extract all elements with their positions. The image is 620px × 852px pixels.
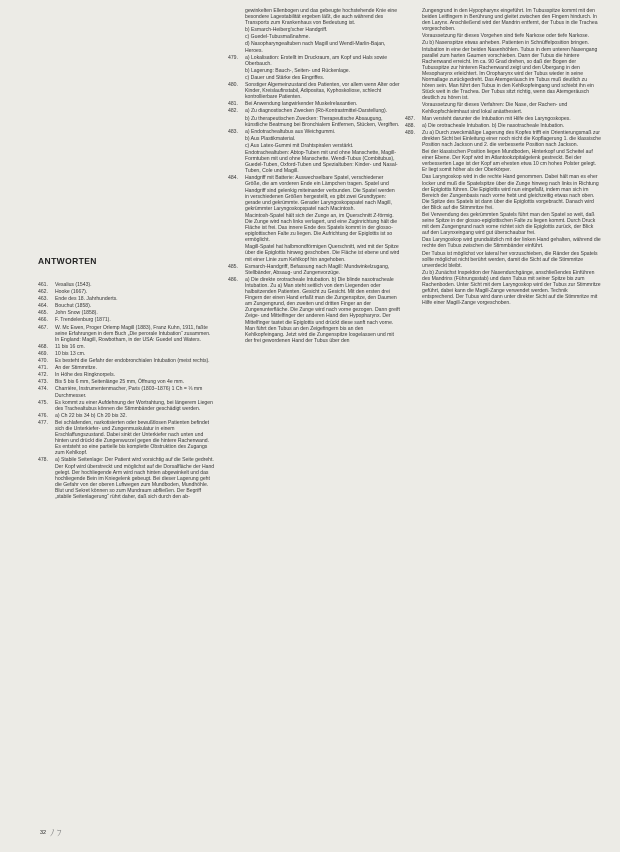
answer-number: 463. [38, 296, 48, 303]
answer-entry [228, 175, 400, 212]
answers-column-middle [228, 8, 400, 345]
page-number: 32 [40, 830, 47, 836]
answer-number: 470. [38, 358, 48, 365]
answer-text: b) Esmarch-Heiberg'scher Handgriff. [245, 27, 328, 34]
answer-text: F. Trendelenburg (1871). [55, 317, 111, 324]
answer-entry [38, 310, 216, 316]
answer-text: c) Aus Latex-Gummi mit Drahtspiralen verstärkt. [245, 142, 354, 149]
answer-text: In Höhe des Ringknorpels. [55, 372, 116, 379]
answer-text: Das Laryngoskop wird grundsätzlich mit der linken Hand gehalten, während die rechte den Tubus zwischen die Stimmbänder einführt. [422, 237, 601, 250]
answer-number [405, 212, 422, 236]
answer-entry [228, 213, 400, 243]
answer-number [405, 174, 422, 211]
answer-text: a) Zu diagnostischen Zwecken (Rö-Kontrastmittel-Darstellung). [245, 108, 388, 115]
answer-text: Zu a) Durch zweckmäßige Lagerung des Kopfes trifft ein Orientierungsmaß zur direkten Sicht bei Einleitung einer noch nicht die Kopflagerung 1. die klassische Position nach Jackson und 2. die verbesserte Position nach Jackson. [422, 129, 601, 148]
answer-entry [38, 379, 216, 385]
answer-number [228, 150, 245, 174]
answers-column-right [405, 8, 601, 307]
answer-text: Hooke (1667). [55, 289, 88, 296]
answer-entry [228, 136, 400, 142]
answer-entry [38, 289, 216, 295]
answer-entry [38, 351, 216, 357]
answer-entry [228, 129, 400, 135]
answer-text: An der Stimmritze. [55, 365, 97, 372]
answer-text: Bis 5 bis 6 mm, Seitenlänge 25 mm, Öffnung von 4e mm. [55, 379, 185, 386]
answer-entry [38, 282, 216, 288]
answer-number [405, 33, 422, 39]
answer-entry [228, 41, 400, 53]
answer-number [405, 270, 422, 307]
answer-text: Voraussetzung für dieses Vorgehen sind tiefe Narkose oder tiefe Narkose. [422, 33, 590, 40]
answer-entry [405, 116, 601, 122]
answer-text: a) Die orotracheale Intubation. b) Die nasotracheale Intubation. [422, 122, 565, 129]
answer-text: Bei der klassischen Position liegen Mundboden, Hinterkopf und Scheitel auf einer Ebene. Der Kopf wird im Atlantookzipitalgelenk gestreckt. Bei der verbesserten Lage ist der Kopf am ehesten etwa 10 cm hohes Polster gelegt. Er liegt somit höher als der Oberkörper. [422, 149, 597, 174]
answer-entry [405, 123, 601, 129]
answer-entry [228, 8, 400, 26]
answer-entry [228, 264, 400, 276]
answer-number: 466. [38, 317, 48, 324]
answer-text: a) Ch 22 bis 34 b) Ch 20 bis 32. [55, 412, 127, 419]
answer-text: b) Aus Plastikmaterial. [245, 135, 296, 142]
answer-text: Bouchut (1858). [55, 303, 92, 310]
answer-number [405, 102, 422, 114]
answer-text: 11 bis 16 cm. [55, 343, 85, 350]
answer-number [228, 68, 245, 74]
answer-text: Sonstiger Algemeinzustand des Patienten, vor allem wenn Alter oder Kinder, Kreislaufinstabil, Adipositas, Kyphoskoliose, schlecht kontrollierbare Patienten. [245, 82, 400, 101]
answer-text: Man versteht darunter die Intubation mit Hilfe des Laryngoskopes. [422, 115, 571, 122]
answer-entry [228, 143, 400, 149]
answer-number: 472. [38, 372, 48, 379]
answer-text: Zu b) Nasenspitze etwas anheben. Patienten in Schnüffelposition bringen. Intubation in eine der beiden Nasenhöhlen. Tubus in dem unteren Nasengang parallel zum harten Gaumen vorschieben. Dann der Tubus die hintere Rachenwand erreicht. Im ca. 90 Grad drehen, so daß der Bogen der Tubusspitze zur hinteren Rachenwand zeigt und den Übergang in den Mesopharynx erleichtert. Im Oropharynx wird der Tubus wieder in seine Normallage zurückgedreht. Das Atemgeräusch im Tubus muß deutlich zu hören sein. Man führt den Tubus in den Kehlkopfeingang und schiebt ihn ein Stück weit in die Trachea. Der Tubus sitzt richtig, wenn das Atemgeräusch deutlich zu hören ist. [422, 40, 598, 102]
answer-entry [38, 400, 216, 412]
answer-number: 476. [38, 412, 48, 419]
answer-text: c) Guedel-Tubusmaßnahme. [245, 34, 310, 41]
answer-number: 471. [38, 365, 48, 372]
answer-entry [38, 413, 216, 419]
answer-number [228, 116, 245, 128]
answer-number: 481. [228, 101, 238, 108]
answer-entry [405, 40, 601, 101]
answer-text: 10 bis 13 cm. [55, 350, 86, 357]
answer-text: Zu b) Zunächst Inspektion der Nasendurchgänge, anschließendes Einführen des Mandrins (Führungsstab) und dann Tubus mit seiner Spitze bis zum Rachenboden. Unter Sicht mit dem Laryngoskop wird der Tubus zur Stimmritze geführt, dabei kann die Magill-Zange verwendet werden. Technik entsprechend. Der Tubus wird dann unter direkter Sicht auf die Stimmritze mit Hilfe einer Magill-Zange vorgeschoben. [422, 269, 601, 307]
answer-entry [38, 296, 216, 302]
answer-number [405, 237, 422, 249]
answer-number [228, 27, 245, 33]
answer-number [228, 75, 245, 81]
answer-text: Zungengrund in den Hypopharynx eingeführt. Im Tubusspitze kommt mit den beiden Leitfingern in Berührung und gleitet zwischen den Fingern hindurch. In den Larynx. Anschließend wird der Mandrin entfernt, der Tubus in die Trachea vorgeschoben. [422, 8, 598, 33]
answer-number [228, 244, 245, 262]
answer-entry [405, 174, 601, 211]
answer-entry [38, 303, 216, 309]
answer-number: 462. [38, 289, 48, 296]
answer-entry [228, 150, 400, 174]
answer-entry [38, 325, 216, 343]
answer-text: gewinkelten Ellenbogen und das gebeugte hochstehende Knie eine besondere Lagestabilität ergeben läßt, die auch während des Transports zum Krankenhaus von Bedeutung ist. [245, 8, 398, 27]
answer-entry [38, 317, 216, 323]
answer-number: 488. [405, 122, 415, 129]
answer-text: b) Zu therapeutischen Zwecken: Therapeutische Absaugung, künstliche Beatmung bei Bronchialem Entfernen, Stücken, Vergiften. [245, 115, 400, 128]
answer-number: 461. [38, 282, 48, 288]
answer-text: Endotrachealtuben: Abtop-Tuben mit und ohne Manschette, Magill-Formtuben mit und ohne Manschette. Wendl-Tubus (Combitubus), Guedel-Tuben, Oxford-Tuben und Spezialtuben: Kinder- und Nasal-Tuben, Cole und Magill. [245, 149, 398, 175]
answer-entry [228, 34, 400, 40]
answer-number [228, 34, 245, 40]
answer-text: Bei schlafenden, narkotisierten oder bewußtlosen Patienten befindet sich die Unterkiefer- und Zungenmuskulatur in einem Erschlaffungszustand. Dabei sinkt der Unterkiefer nach unten und hinten und drückt die Zungenwurzel gegen die hintere Rachenwand. Es entsteht so eine partielle bis komplette Obstruktion des Zugangs zum Kehlkopf. [55, 419, 210, 457]
answer-number [405, 8, 422, 32]
answer-number [405, 40, 422, 101]
answer-text: c) Dauer und Stärke des Eingriffes. [245, 74, 325, 81]
answer-text: Bei Verwendung des gekrümmten Spatels führt man den Spatel so weit, daß seine Spitze in der glosso-epiglottischen Falte zu liegen kommt. Durch Druck mit dem Zungengrund nach vorne richtet sich die Epiglottis zurück, der Blick auf den Larynxeingang wird gut überschaubar frei. [422, 212, 596, 237]
answer-entry [38, 344, 216, 350]
answer-text: Macintosh-Spatel hält sich der Zunge an, im Querschnitt Z-förmig. Die Zunge wird nach links verlagert, und eine Zuginrichtung hält die Fläche ist frei. Das innere Ende des Spatels kommt in der glosso-epiglottischen Falte zu liegen. Die Aufrichtung der Epiglottis ist so ermöglicht. [245, 212, 398, 244]
answer-number: 482. [228, 108, 238, 115]
answer-text: Vesalius (1543). [55, 282, 92, 288]
answer-entry [405, 270, 601, 307]
answer-entry [228, 277, 400, 344]
answer-entry [38, 386, 216, 398]
handwritten-mark-icon: ﾉ ﾌ [50, 828, 62, 838]
answer-number [228, 41, 245, 53]
answer-entry [228, 75, 400, 81]
answer-number: 468. [38, 343, 48, 350]
answer-text: Bei Anwendung langwirkender Muskelrelaxantien. [245, 101, 358, 108]
answer-text: d) Nasopharyngealtuben nach Magill und Wendl-Marlin-Bajan, Heroes. [245, 41, 386, 54]
answer-number [228, 8, 245, 26]
answer-number: 469. [38, 350, 48, 357]
answer-number [228, 143, 245, 149]
answer-text: a) Lokalisation: Erstellt im Druckraum, am Kopf und Hals sowie Oberbauch. [245, 54, 388, 67]
answer-entry [405, 251, 601, 269]
answer-entry [405, 102, 601, 114]
answer-entry [228, 116, 400, 128]
answer-entry [38, 420, 216, 457]
answer-number: 489. [405, 129, 415, 136]
answer-number: 475. [38, 399, 48, 406]
answer-number [228, 136, 245, 142]
answer-number [405, 251, 422, 269]
answer-text: Magill-Spatel hat halbmondförmigen Querschnitt, wird mit der Spitze über die Epiglottis hinweg geschoben. Die Fläche ist ebene und wird mit einer Linie zum Kehlkopf hin angehoben. [245, 244, 400, 263]
answer-entry [228, 108, 400, 114]
answer-text: John Snow (1858). [55, 310, 98, 317]
answer-entry [228, 82, 400, 100]
answer-text: Handgriff mit Batterie: Auswechselbare Spatel, verschiedener Größe, die am vorderen Ende ein Lämpchen tragen. Spatel und Handgriff sind gelenkig miteinander verbunden. Die Spatel werden in verschiedenen Größen hergestellt, es gibt zwei Grundtypen: gerade und gekrümmte. Gerader Laryngoskopspatel nach Magill, gekrümmter Laryngoskopspatel nach Macintosh. [245, 175, 395, 212]
answer-entry [405, 237, 601, 249]
answer-entry [405, 8, 601, 32]
answer-entry [228, 68, 400, 74]
answer-text: Der Tubus ist möglichst vor lateral her vorzuschieben, die Ränder des Spatels sollte möglichst nicht berührt werden, damit die Sicht auf die Stimmritze unverdeckt bleibt. [422, 250, 598, 269]
section-heading: ANTWORTEN [38, 256, 97, 266]
answer-text: Esmarch-Handgriff, Befassung nach Magill: Mundwinkelzugang, Stellbänder, Absaug- und Zungenvorzüge. [245, 263, 390, 276]
answer-text: a) Stabile Seitenlage: Der Patient wird vorsichtig auf die Seite gedreht. Der Kopf wird überstreckt und möglichst auf die Dorsalfläche der Hand gelegt. Der hochliegende Arm wird nach hinten abgewinkelt und das hochliegende Bein im Kniegelenk gebeugt. Bei dieser Lagerung geht die Gefahr von der oberen Luftwegen zum Mundboden, Mundhöhle. Blut und Sekret können so zum Mundraum abfließen. Der Begriff „stabile Seitenlagerung“ rührt daher, daß sich durch den ab- [55, 457, 215, 500]
answer-text: a) Die direkte orotracheale Intubation. b) Die blinde nasotracheale Intubation. Zu a) Man steht seitlich von dem Liegenden oder halbsitzenden Patienten. Gesicht zu Gesicht. Mit den ersten drei Fingern der einen Hand erfaßt man die Zungenspitze, den Daumen am Zungengrund, den zweiten und dritten Finger an der Zungenunterfläche. Die Zunge wird nach vorne gezogen. Dann greift Zeige- und Mittelfinger der anderen Hand den Hypopharynx. Der Mittelfinger tastet die Epiglottis und drückt diese sanft nach vorne. Man führt den Tubus an den Zeigefingern bis an den Kehlkopfeingang. Jetzt wird die Zungenspitze losgelassen und mit der frei gewordenen Hand der Tubus über den [245, 276, 400, 344]
answer-entry [405, 33, 601, 39]
answer-number: 480. [228, 82, 238, 89]
answer-number [405, 149, 422, 173]
answer-entry [38, 358, 216, 364]
answer-number: 483. [228, 128, 238, 135]
answer-number: 464. [38, 303, 48, 310]
answers-column-left [38, 262, 216, 501]
answer-number: 484. [228, 175, 238, 182]
answer-number: 473. [38, 379, 48, 386]
answer-entry [228, 101, 400, 107]
answer-number: 479. [228, 54, 238, 61]
answer-entry [228, 27, 400, 33]
answer-number: 485. [228, 263, 238, 270]
answer-number: 486. [228, 276, 238, 283]
answer-text: Das Laryngoskop wird in die rechte Hand genommen. Dabei hält man es eher locker und muß die Spatelspitze über die Zunge hinweg nach links in Richtung der Epiglottis führen. Die Epiglottis wird nun eingefaßt, indem man sich im Bereich der Zungenbasis nach vorne hebt und gleichzeitig etwas nach oben. Die Spitze des Spatels ist dann über die Epiglottis vorgebracht. Danach wird der Blick auf die Stimmritze frei. [422, 174, 599, 211]
answer-text: b) Lagerung: Bauch-, Seiten- und Rückenlage. [245, 67, 351, 74]
answer-text: W. Mc Ewen, Proger Orlemp Magill (1883), Franz Kuhn, 1911, faßte seine Erfahrungen in dem Buch „Die perorale Intubation“ zusammen. In England: Magill, Rowbotham, in der USA: Guedel und Waters. [55, 324, 211, 343]
answer-entry [405, 212, 601, 236]
answer-text: Es besteht die Gefahr der endobronchialen Intubation (meist rechts). [55, 358, 210, 365]
answer-text: Charrière, Instrumentenmacher, Paris (1803–1876) 1 Ch = ⅓ mm Durchmesser. [55, 386, 203, 399]
answer-number: 467. [38, 324, 48, 331]
answer-number: 478. [38, 457, 48, 464]
answer-number [228, 213, 245, 243]
answer-number: 477. [38, 419, 48, 426]
answer-text: Voraussetzung für dieses Verfahren: Die Nase, der Rachen- und Kehlkopfschleimhaut sind lokal anästhesiert. [422, 102, 568, 115]
answer-entry [228, 55, 400, 67]
answer-text: Ende des 18. Jahrhunderts. [55, 296, 118, 303]
answer-entry [38, 372, 216, 378]
answer-entry [38, 457, 216, 500]
answer-entry [405, 149, 601, 173]
answer-number: 487. [405, 115, 415, 122]
answer-entry [405, 130, 601, 148]
answer-number: 465. [38, 310, 48, 317]
answer-text: Es kommt zu einer Aufdehnung der Wortrahtung, bei längerem Liegen des Trachealtubus können die Stimmbänder geschädigt werden. [55, 399, 213, 412]
answer-entry [228, 244, 400, 262]
answer-number: 474. [38, 386, 48, 393]
answer-text: a) Endotrachealtubus aus Weichgummi. [245, 128, 336, 135]
answer-entry [38, 365, 216, 371]
